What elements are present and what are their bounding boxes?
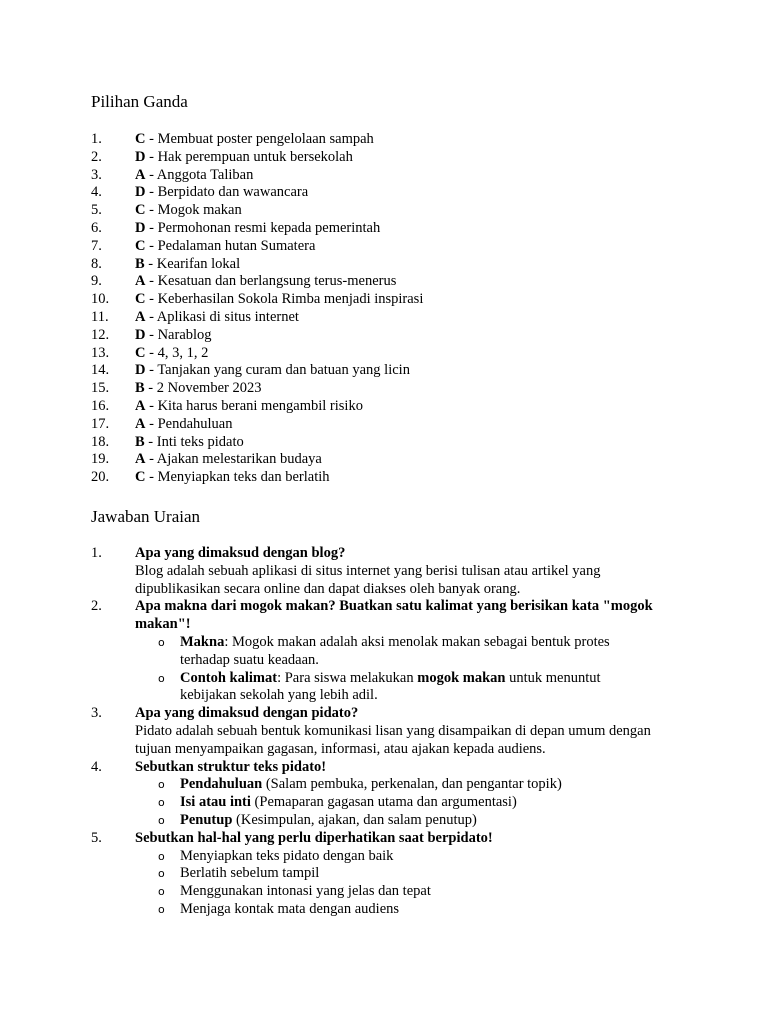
- mc-answer-text: Permohonan resmi kepada pemerintah: [157, 219, 381, 236]
- mc-answer-letter: A: [135, 273, 146, 290]
- sub-text: Menggunakan intonasi yang jelas dan tepat: [180, 883, 431, 900]
- essay-question: Sebutkan struktur teks pidato!: [135, 758, 327, 775]
- mc-answer-letter: B: [135, 380, 145, 397]
- mc-answer-text: Anggota Taliban: [156, 166, 254, 183]
- mc-number: 9.: [91, 273, 102, 290]
- mc-answer-text: Pendahuluan: [157, 415, 233, 432]
- essay-item-4: [0, 759, 720, 830]
- sub-item-isi: [135, 794, 660, 812]
- sub-item-point-2: [135, 865, 660, 883]
- mc-number: 13.: [91, 344, 110, 361]
- mc-separator: -: [145, 451, 157, 468]
- mc-answer-letter: D: [135, 219, 146, 236]
- mc-item: [0, 362, 720, 380]
- mc-item: [0, 220, 720, 238]
- mc-separator: -: [145, 184, 158, 201]
- sub-text: (Pemaparan gagasan utama dan argumentasi): [250, 794, 517, 811]
- mc-answer-letter: B: [135, 255, 145, 272]
- sub-label: Pendahuluan: [180, 776, 263, 793]
- mc-answer-letter: A: [135, 397, 146, 414]
- mc-separator: -: [145, 308, 157, 325]
- mc-answer-text: Pedalaman hutan Sumatera: [157, 237, 316, 254]
- mc-item: [0, 469, 720, 487]
- mc-number: 17.: [91, 415, 110, 432]
- mc-answer-line: [135, 202, 242, 220]
- sub-text: : Para siswa melakukan: [277, 669, 418, 686]
- mc-answer-text: Aplikasi di situs internet: [156, 308, 299, 325]
- mc-item: [0, 273, 720, 291]
- sub-text: : Mogok makan adalah aksi menolak makan sebagai bentuk protes terhadap suatu keadaan.: [180, 633, 610, 668]
- sub-text: (Salam pembuka, perkenalan, dan pengantar topik): [262, 776, 562, 793]
- mc-answer-letter: D: [135, 362, 146, 379]
- mc-answer-text: Membuat poster pengelolaan sampah: [157, 131, 374, 147]
- mc-answer-line: [135, 220, 380, 238]
- mc-answer-letter: C: [135, 344, 146, 361]
- mc-separator: -: [145, 415, 158, 432]
- mc-number: 14.: [91, 362, 110, 379]
- mc-answer-line: [135, 380, 261, 398]
- essay-item-5: [0, 830, 720, 919]
- mc-answer-line: [135, 291, 423, 309]
- mc-answer-line: [135, 451, 322, 469]
- mc-answer-text: Mogok makan: [157, 202, 242, 219]
- mc-number: 11.: [91, 308, 109, 325]
- mc-answer-letter: C: [135, 469, 146, 486]
- mc-answer-line: [135, 238, 315, 256]
- bullet-icon: o: [158, 671, 165, 685]
- mc-item: [0, 451, 720, 469]
- mc-answer-line: [135, 345, 208, 363]
- sub-text: (Kesimpulan, ajakan, dan salam penutup): [232, 811, 477, 828]
- mc-number: 7.: [91, 237, 102, 254]
- sub-label: Penutup: [180, 811, 233, 828]
- mc-answer-text: Kita harus berani mengambil risiko: [157, 397, 363, 414]
- mc-number: 19.: [91, 451, 110, 468]
- mc-answer-text: Narablog: [157, 326, 212, 343]
- mc-answer-text: Kesatuan dan berlangsung terus-menerus: [157, 273, 397, 290]
- mc-answer-text: 4, 3, 1, 2: [157, 344, 209, 361]
- sub-item-point-4: [135, 901, 660, 919]
- essay-number: 2.: [91, 598, 102, 615]
- mc-answer-text: Menyiapkan teks dan berlatih: [157, 469, 330, 486]
- bullet-icon: o: [158, 778, 165, 792]
- mc-separator: -: [145, 362, 158, 379]
- sub-label: Makna: [180, 633, 225, 650]
- mc-item: [0, 238, 720, 256]
- mc-answer-letter: A: [135, 166, 146, 183]
- mc-item: [0, 327, 720, 345]
- mc-number: 2.: [91, 148, 102, 165]
- mc-number: 18.: [91, 433, 110, 450]
- bullet-icon: o: [158, 849, 165, 863]
- mc-number: 12.: [91, 326, 110, 343]
- mc-answer-line: [135, 398, 363, 416]
- mc-item: [0, 380, 720, 398]
- mc-separator: -: [145, 166, 157, 183]
- mc-separator: -: [145, 397, 158, 414]
- mc-answer-letter: D: [135, 148, 146, 165]
- sub-keyword: mogok makan: [417, 669, 506, 686]
- mc-number: 15.: [91, 380, 110, 397]
- bullet-icon: o: [158, 813, 165, 827]
- mc-answer-line: [135, 362, 410, 380]
- sub-text: Berlatih sebelum tampil: [180, 865, 320, 882]
- sub-item-pendahuluan: [135, 776, 660, 794]
- mc-answer-line: [135, 256, 240, 274]
- mc-answer-letter: A: [135, 451, 146, 468]
- essay-question: Apa yang dimaksud dengan blog?: [135, 545, 346, 561]
- bullet-icon: o: [158, 635, 165, 649]
- mc-answer-line: [135, 416, 232, 434]
- mc-item: [0, 434, 720, 452]
- mc-answer-line: [135, 434, 244, 452]
- bullet-icon: o: [158, 902, 165, 916]
- essay-item-3: [0, 705, 720, 758]
- mc-answer-text: Kearifan lokal: [156, 255, 241, 272]
- mc-separator: -: [145, 131, 158, 147]
- multiple-choice-list: [0, 131, 720, 487]
- mc-item: [0, 167, 720, 185]
- essay-answer: Pidato adalah sebuah bentuk komunikasi lisan yang disampaikan di depan umum dengan tujuan menyampaikan gagasan, informasi, atau ajakan kepada audiens.: [135, 722, 651, 757]
- mc-separator: -: [144, 433, 157, 450]
- mc-number: 1.: [91, 131, 102, 147]
- mc-separator: -: [145, 291, 158, 308]
- sub-item-point-1: [135, 848, 660, 866]
- essay-item-1: [0, 545, 720, 598]
- mc-answer-letter: C: [135, 237, 146, 254]
- mc-item: [0, 345, 720, 363]
- bullet-icon: o: [158, 796, 165, 810]
- essay-sublist: [135, 776, 675, 829]
- mc-separator: -: [145, 237, 158, 254]
- mc-answer-letter: B: [135, 433, 145, 450]
- mc-answer-line: [135, 184, 308, 202]
- mc-separator: -: [145, 219, 158, 236]
- mc-number: 4.: [91, 184, 102, 201]
- mc-answer-text: Berpidato dan wawancara: [157, 184, 309, 201]
- sub-item-point-3: [135, 883, 660, 901]
- mc-number: 5.: [91, 202, 102, 219]
- mc-separator: -: [145, 344, 158, 361]
- mc-separator: -: [145, 273, 158, 290]
- mc-answer-text: Ajakan melestarikan budaya: [156, 451, 322, 468]
- mc-answer-letter: C: [135, 202, 146, 219]
- mc-number: 3.: [91, 166, 102, 183]
- mc-item: [0, 202, 720, 220]
- mc-number: 8.: [91, 255, 102, 272]
- mc-answer-letter: A: [135, 308, 146, 325]
- sub-label: Isi atau inti: [180, 794, 251, 811]
- sub-item-contoh: [135, 670, 660, 706]
- essay-sublist: [135, 848, 675, 919]
- essay-answer: Blog adalah sebuah aplikasi di situs internet yang berisi tulisan atau artikel yang dipublikasikan secara online dan dapat diakses oleh banyak orang.: [135, 562, 601, 597]
- mc-separator: -: [145, 469, 158, 486]
- mc-answer-letter: A: [135, 415, 146, 432]
- essay-question: Sebutkan hal-hal yang perlu diperhatikan saat berpidato!: [135, 829, 493, 846]
- mc-item: [0, 256, 720, 274]
- mc-answer-text: Tanjakan yang curam dan batuan yang licin: [157, 362, 410, 379]
- essay-number: 4.: [91, 758, 102, 775]
- mc-separator: -: [144, 380, 157, 397]
- essay-item-2: [0, 598, 720, 705]
- sub-text: untuk menuntut kebijakan sekolah yang lebih adil.: [180, 669, 601, 704]
- mc-item: [0, 291, 720, 309]
- mc-number: 6.: [91, 219, 102, 236]
- mc-number: 16.: [91, 397, 110, 414]
- essay-number: 1.: [91, 545, 102, 561]
- mc-separator: -: [145, 148, 158, 165]
- essay-number: 3.: [91, 705, 102, 722]
- sub-item-makna: [135, 634, 660, 670]
- mc-item: [0, 184, 720, 202]
- essay-question: Apa yang dimaksud dengan pidato?: [135, 705, 359, 722]
- section-title-jawaban-uraian: Jawaban Uraian: [91, 507, 201, 526]
- mc-answer-text: Keberhasilan Sokola Rimba menjadi inspirasi: [157, 291, 424, 308]
- mc-separator: -: [144, 255, 157, 272]
- bullet-icon: o: [158, 885, 165, 899]
- mc-answer-text: Inti teks pidato: [156, 433, 244, 450]
- mc-answer-line: [135, 167, 253, 185]
- essay-sublist: [135, 634, 675, 705]
- sub-label: Contoh kalimat: [180, 669, 278, 686]
- mc-answer-line: [135, 309, 299, 327]
- mc-answer-letter: C: [135, 131, 146, 147]
- mc-item: [0, 309, 720, 327]
- bullet-icon: o: [158, 867, 165, 881]
- mc-answer-line: [135, 273, 396, 291]
- mc-answer-letter: D: [135, 326, 146, 343]
- section-title-pilihan-ganda: Pilihan Ganda: [91, 92, 188, 111]
- mc-item: [0, 398, 720, 416]
- mc-answer-line: [135, 327, 212, 345]
- sub-text: Menyiapkan teks pidato dengan baik: [180, 847, 394, 864]
- mc-answer-letter: C: [135, 291, 146, 308]
- mc-separator: -: [145, 202, 158, 219]
- mc-answer-letter: D: [135, 184, 146, 201]
- mc-number: 20.: [91, 469, 110, 486]
- mc-answer-line: [135, 469, 330, 487]
- mc-answer-line: [135, 149, 353, 167]
- mc-answer-line: [135, 131, 374, 149]
- essay-question: Apa makna dari mogok makan? Buatkan satu kalimat yang berisikan kata "mogok makan"!: [135, 598, 653, 633]
- mc-number: 10.: [91, 291, 110, 308]
- sub-text: Menjaga kontak mata dengan audiens: [180, 900, 400, 917]
- mc-item: [0, 416, 720, 434]
- essay-number: 5.: [91, 829, 102, 846]
- essay-list: [0, 545, 720, 919]
- mc-separator: -: [145, 326, 158, 343]
- mc-answer-text: Hak perempuan untuk bersekolah: [157, 148, 353, 165]
- mc-item: [0, 149, 720, 167]
- mc-answer-text: 2 November 2023: [156, 380, 262, 397]
- sub-item-penutup: [135, 812, 660, 830]
- mc-item: [0, 131, 720, 149]
